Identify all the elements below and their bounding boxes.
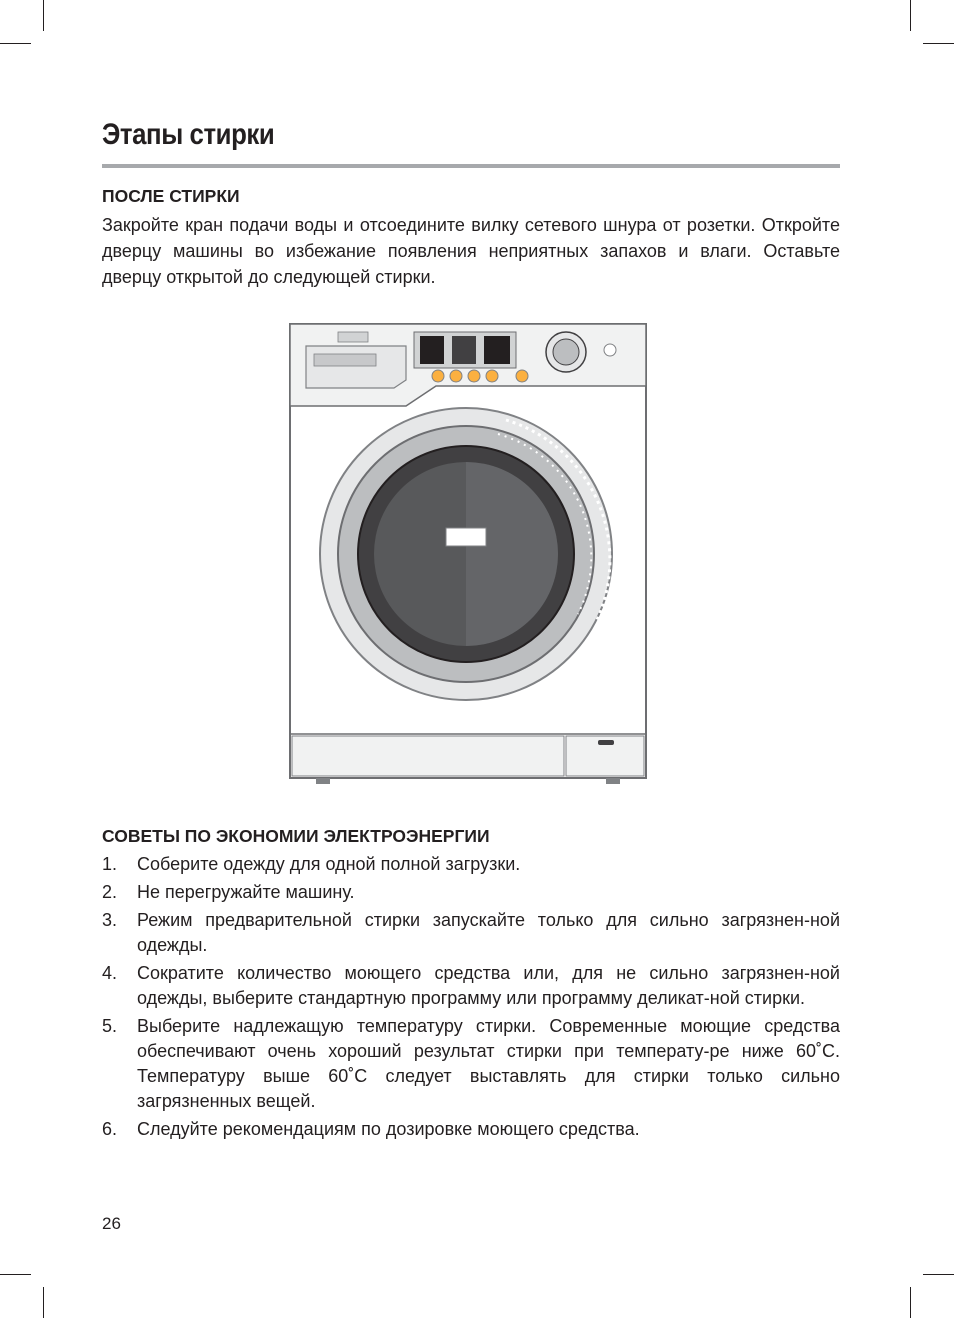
list-item-number: 1.: [102, 854, 118, 874]
list-item-text: Следуйте рекомендациям по дозировке моющего средства.: [137, 1119, 640, 1139]
crop-mark: [923, 43, 954, 44]
after-wash-heading: ПОСЛЕ СТИРКИ: [102, 186, 240, 206]
energy-tips-heading: СОВЕТЫ ПО ЭКОНОМИИ ЭЛЕКТРОЭНЕРГИИ: [102, 826, 490, 846]
washing-machine-icon: [286, 322, 650, 786]
list-item: [102, 852, 840, 877]
title-divider: [102, 164, 840, 168]
crop-mark: [910, 0, 911, 31]
list-item: [102, 961, 840, 1011]
list-item-number: 4.: [102, 963, 118, 983]
list-item: [102, 880, 840, 905]
after-wash-text: Закройте кран подачи воды и отсоедините вилку сетевого шнура от розетки. Откройте дверцу машины во избежание появления неприятных запахов и влаги. Оставьте дверцу открытой до следующей стирки.: [102, 215, 840, 287]
page-title: Этапы стирки: [102, 118, 275, 151]
list-item-number: 5.: [102, 1016, 118, 1036]
list-item: [102, 908, 840, 958]
list-item-text: Режим предварительной стирки запускайте только для сильно загрязнен-ной одежды.: [137, 910, 840, 955]
page-number: 26: [102, 1214, 121, 1233]
crop-mark: [923, 1274, 954, 1275]
crop-mark: [43, 1287, 44, 1318]
list-item-text: Соберите одежду для одной полной загрузки.: [137, 854, 521, 874]
list-item-text: Сократите количество моющего средства или, для не сильно загрязнен-ной одежды, выберите стандартную программу или программу деликат-ной стирки.: [137, 963, 840, 1008]
list-item-number: 2.: [102, 882, 118, 902]
list-item-number: 3.: [102, 910, 118, 930]
crop-mark: [0, 43, 31, 44]
energy-tips-list: [102, 852, 840, 1142]
list-item-text: Выберите надлежащую температуру стирки. Современные моющие средства обеспечивают очень хороший результат стирки при температу-ре ниже 60˚С. Температуру выше 60˚С следует выставлять для стирки только сильно загрязненных вещей.: [137, 1016, 840, 1111]
list-item-number: 6.: [102, 1119, 118, 1139]
list-item: [102, 1014, 840, 1114]
list-item-text: Не перегружайте машину.: [137, 882, 355, 902]
crop-mark: [910, 1287, 911, 1318]
crop-mark: [43, 0, 44, 31]
list-item: [102, 1117, 840, 1142]
crop-mark: [0, 1274, 31, 1275]
